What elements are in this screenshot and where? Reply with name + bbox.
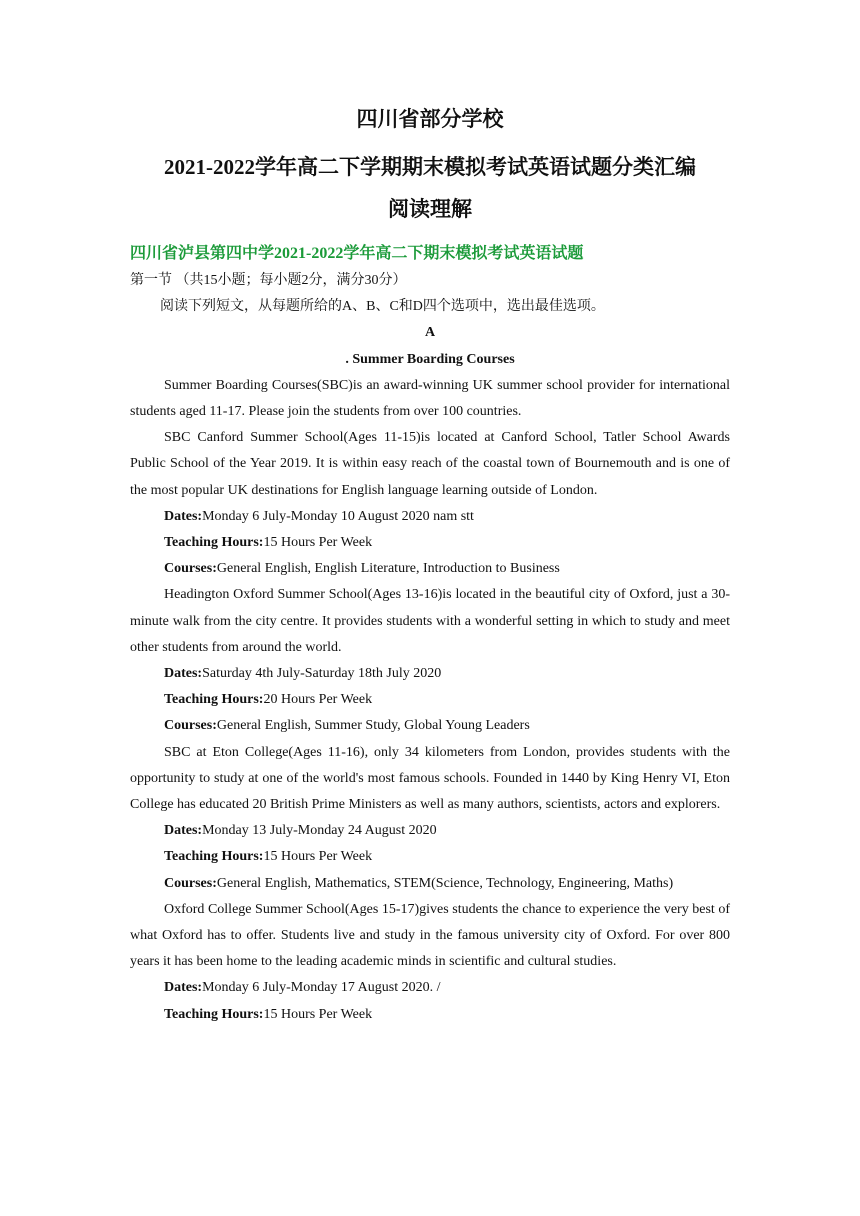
document-title-line1: 四川省部分学校 xyxy=(356,107,504,131)
school-hours xyxy=(130,530,730,556)
courses-value: General English, Mathematics, STEM(Science, Technology, Engineering, Maths) xyxy=(216,875,674,891)
school-hours xyxy=(130,1002,730,1028)
source-heading: 四川省泸县第四中学2021-2022学年高二下期末模拟考试英语试题 xyxy=(130,245,584,262)
passage-title: . Summer Boarding Courses xyxy=(345,351,515,367)
document-page xyxy=(130,104,730,1028)
courses-value: General English, Summer Study, Global Young Leaders xyxy=(216,718,530,734)
school-dates xyxy=(130,504,730,530)
school-courses xyxy=(130,713,730,739)
hours-value: 15 Hours Per Week xyxy=(263,535,373,551)
courses-label: Courses: xyxy=(164,561,217,577)
hours-label: Teaching Hours: xyxy=(164,692,264,708)
school-description: SBC at Eton College(Ages 11-16), only 34 kilometers from London, provides students with the opportunity to study at one of the world's most famous schools. Founded in 1440 by King Henry VI, Eton College has educated 20 British Prime Ministers as well as many authors, scientists, actors and explorers. xyxy=(130,744,730,813)
hours-value: 20 Hours Per Week xyxy=(263,692,373,708)
school-dates xyxy=(130,975,730,1001)
courses-value: General English, English Literature, Introduction to Business xyxy=(216,561,560,577)
dates-value: Saturday 4th July-Saturday 18th July 2020 xyxy=(202,666,442,682)
dates-label: Dates: xyxy=(164,666,203,682)
passage-letter: A xyxy=(424,325,436,341)
dates-label: Dates: xyxy=(164,980,203,996)
hours-label: Teaching Hours: xyxy=(164,1006,264,1022)
courses-label: Courses: xyxy=(164,718,217,734)
dates-value: Monday 13 July-Monday 24 August 2020 xyxy=(202,823,437,839)
hours-label: Teaching Hours: xyxy=(164,535,264,551)
passage-intro: Summer Boarding Courses(SBC)is an award-winning UK summer school provider for international students aged 11-17. Please join the students from over 100 countries. xyxy=(130,377,730,420)
school-description: Oxford College Summer School(Ages 15-17)gives students the chance to experience the very best of what Oxford has to offer. Students live and study in the famous university city of Oxford. For over 800 years it has been home to the leading academic minds in scientific and cultural studies. xyxy=(130,901,730,970)
school-hours xyxy=(130,844,730,870)
document-title-line3: 阅读理解 xyxy=(388,197,472,221)
dates-label: Dates: xyxy=(164,823,203,839)
school-dates xyxy=(130,818,730,844)
hours-value: 15 Hours Per Week xyxy=(263,849,373,865)
document-title-line2: 2021-2022学年高二下学期期末模拟考试英语试题分类汇编 xyxy=(164,155,696,179)
dates-label: Dates: xyxy=(164,508,203,524)
hours-value: 15 Hours Per Week xyxy=(263,1006,373,1022)
school-dates xyxy=(130,661,730,687)
school-description: SBC Canford Summer School(Ages 11-15)is located at Canford School, Tatler School Awards Public School of the Year 2019. It is within easy reach of the coastal town of Bournemouth and is one of the most popular UK destinations for English language learning outside of London. xyxy=(130,430,730,498)
school-courses xyxy=(130,556,730,582)
instructions: 阅读下列短文，从每题所给的A、B、C和D四个选项中，选出最佳选项。 xyxy=(160,299,605,315)
school-courses xyxy=(130,871,730,897)
school-description: Headington Oxford Summer School(Ages 13-16)is located in the beautiful city of Oxford, just a 30-minute walk from the city centre. It provides students with a wonderful setting in which to study and meet other students from around the world. xyxy=(130,587,730,655)
section-info: 第一节 （共15小题；每小题2分，满分30分） xyxy=(130,273,407,288)
dates-value: Monday 6 July-Monday 17 August 2020. / xyxy=(202,980,441,996)
dates-value: Monday 6 July-Monday 10 August 2020 nam stt xyxy=(202,508,474,524)
hours-label: Teaching Hours: xyxy=(164,849,264,865)
school-hours xyxy=(130,687,730,713)
courses-label: Courses: xyxy=(164,875,217,891)
